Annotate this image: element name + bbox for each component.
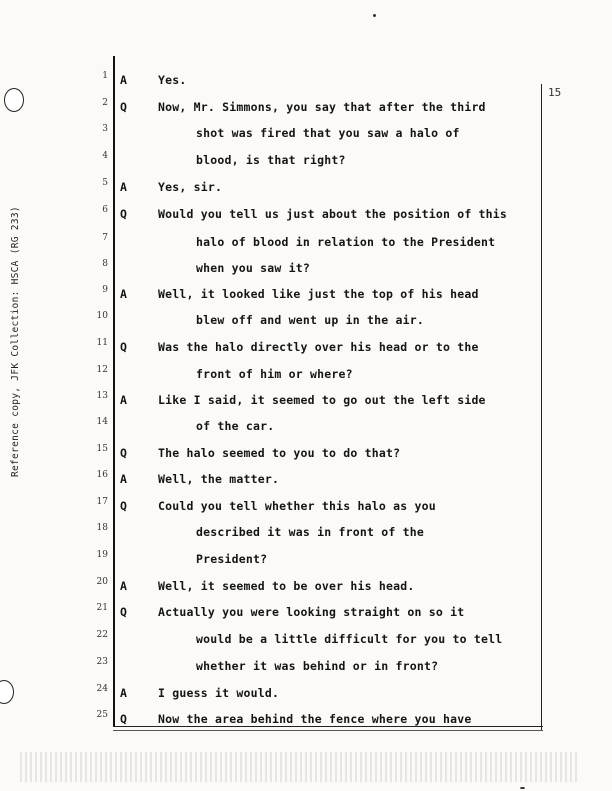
binder-hole-bottom — [0, 680, 14, 704]
line-number: 22 — [96, 630, 108, 640]
transcript-line: Well, the matter. — [158, 472, 280, 486]
line-number: 25 — [96, 710, 108, 720]
line-number: 20 — [96, 577, 108, 587]
line-number: 16 — [96, 470, 108, 480]
line-number: 18 — [96, 523, 108, 533]
transcript-line: of the car. — [196, 419, 275, 433]
transcript-line: I guess it would. — [158, 686, 280, 700]
bottom-rule-secondary — [113, 730, 543, 731]
line-number: 8 — [102, 259, 108, 269]
answer-marker: A — [120, 73, 127, 87]
transcript-line: halo of blood in relation to the President — [196, 235, 496, 249]
transcript-line: Yes, sir. — [158, 180, 223, 194]
transcript-line: President? — [196, 552, 268, 566]
scan-noise — [20, 752, 580, 782]
answer-marker: A — [120, 472, 127, 486]
line-number: 14 — [96, 417, 108, 427]
answer-marker: A — [120, 686, 127, 700]
scan-speck — [520, 787, 525, 789]
transcript-line: shot was fired that you saw a halo of — [196, 126, 460, 140]
transcript-line: blew off and went up in the air. — [196, 313, 424, 327]
transcript-line: blood, is that right? — [196, 153, 346, 167]
line-number: 23 — [96, 657, 108, 667]
transcript-line: Yes. — [158, 73, 187, 87]
question-marker: Q — [120, 499, 127, 513]
line-number: 11 — [96, 338, 108, 348]
transcript-line: described it was in front of the — [196, 525, 424, 539]
transcript-line: front of him or where? — [196, 367, 353, 381]
question-marker: Q — [120, 207, 127, 221]
scan-speck — [373, 14, 376, 17]
transcript-line: Now, Mr. Simmons, you say that after the third — [158, 100, 486, 114]
bottom-rule — [113, 726, 543, 727]
line-number: 7 — [102, 233, 108, 243]
transcript-line: Could you tell whether this halo as you — [158, 499, 436, 513]
line-number: 6 — [102, 205, 108, 215]
line-number: 5 — [102, 178, 108, 188]
line-number: 19 — [96, 550, 108, 560]
transcript-line: would be a little difficult for you to tell — [196, 632, 503, 646]
line-number: 4 — [102, 151, 108, 161]
collection-stamp: Reference copy, JFK Collection: HSCA (RG 233) — [10, 206, 21, 477]
transcript-line: whether it was behind or in front? — [196, 659, 439, 673]
question-marker: Q — [120, 712, 127, 726]
transcript-line: Like I said, it seemed to go out the left side — [158, 393, 486, 407]
transcript-line: The halo seemed to you to do that? — [158, 446, 401, 460]
line-number: 24 — [96, 684, 108, 694]
line-number: 10 — [96, 311, 108, 321]
transcript-line: Actually you were looking straight on so it — [158, 605, 465, 619]
line-number: 3 — [102, 124, 108, 134]
transcript-line: Now the area behind the fence where you have — [158, 712, 472, 726]
transcript-line: when you saw it? — [196, 261, 310, 275]
line-number: 17 — [96, 497, 108, 507]
right-margin-rule — [541, 84, 542, 730]
line-number: 1 — [102, 71, 108, 81]
answer-marker: A — [120, 393, 127, 407]
question-marker: Q — [120, 340, 127, 354]
page-number: 15 — [548, 86, 562, 99]
line-number: 12 — [96, 365, 108, 375]
answer-marker: A — [120, 180, 127, 194]
line-number: 2 — [102, 98, 108, 108]
question-marker: Q — [120, 446, 127, 460]
line-number: 21 — [96, 603, 108, 613]
transcript-line: Well, it seemed to be over his head. — [158, 579, 415, 593]
line-number: 15 — [96, 444, 108, 454]
question-marker: Q — [120, 100, 127, 114]
line-number: 13 — [96, 391, 108, 401]
transcript-line: Would you tell us just about the position of this — [158, 207, 508, 221]
question-marker: Q — [120, 605, 127, 619]
line-number: 9 — [102, 285, 108, 295]
answer-marker: A — [120, 287, 127, 301]
transcript-line: Well, it looked like just the top of his head — [158, 287, 479, 301]
answer-marker: A — [120, 579, 127, 593]
binder-hole-top — [4, 88, 24, 112]
transcript-line: Was the halo directly over his head or to the — [158, 340, 479, 354]
